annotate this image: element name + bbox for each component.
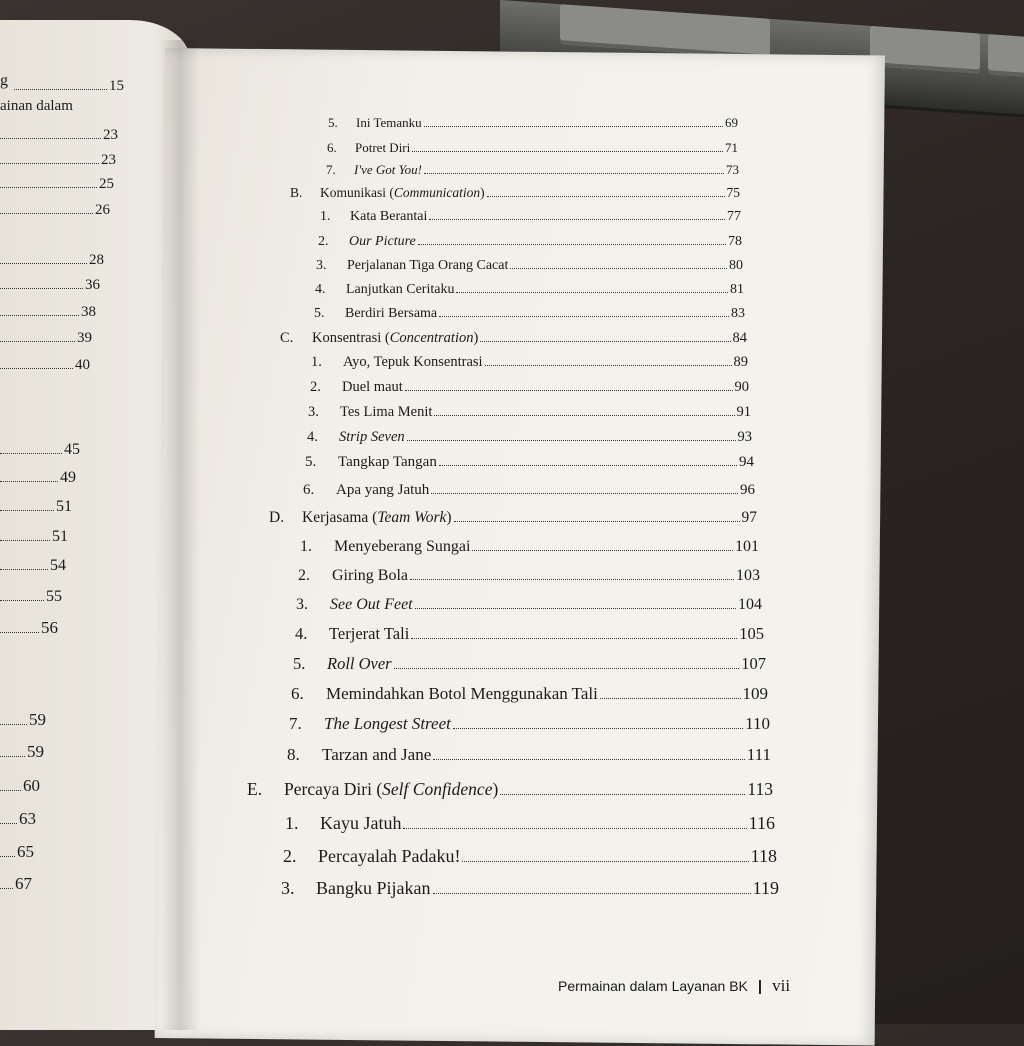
toc-dot-leader — [412, 141, 723, 152]
toc-entry-page: 119 — [752, 878, 779, 898]
toc-entry-number: C. — [280, 330, 294, 346]
left-dot-leader — [0, 304, 79, 316]
toc-entry-number: 8. — [287, 745, 300, 764]
toc-dot-leader — [424, 163, 724, 174]
toc-entry — [326, 162, 739, 178]
toc-entry-title: Giring Bola — [332, 567, 408, 584]
left-page-entry — [0, 252, 104, 269]
toc-entry — [287, 745, 771, 765]
left-dot-leader — [0, 441, 62, 454]
footer-book-title: Permainan dalam Layanan BK — [558, 978, 748, 994]
toc-entry-title: Lanjutkan Ceritaku — [346, 281, 455, 297]
toc-entry-page: 118 — [750, 846, 777, 866]
toc-entry-number: 4. — [315, 281, 326, 297]
toc-dot-leader — [418, 233, 726, 245]
left-page-entry — [0, 469, 76, 487]
toc-entry — [300, 538, 759, 556]
toc-entry-number: 1. — [320, 208, 331, 224]
toc-entry-page: 83 — [731, 305, 745, 321]
toc-entry-title-prefix: Percaya Diri ( — [284, 779, 383, 799]
toc-entry-number: 1. — [300, 538, 312, 555]
toc-entry-title: Apa yang Jatuh — [336, 482, 430, 499]
left-page-entry — [0, 842, 34, 862]
toc-entry — [247, 779, 773, 800]
toc-dot-leader — [410, 567, 734, 580]
toc-entry-page: 80 — [729, 257, 743, 273]
toc-entry — [295, 624, 764, 644]
left-page-number: 51 — [52, 528, 68, 545]
toc-entry-page: 103 — [736, 567, 760, 584]
toc-dot-leader — [433, 746, 745, 760]
toc-entry-page: 107 — [741, 654, 766, 673]
toc-entry-page: 91 — [736, 404, 751, 420]
left-dot-leader — [0, 176, 97, 188]
toc-entry-number: 5. — [328, 115, 338, 130]
left-page-number: 28 — [89, 252, 104, 269]
toc-dot-leader — [433, 880, 751, 895]
left-page-number: 67 — [15, 874, 32, 893]
toc-entry-title: Menyeberang Sungai — [334, 538, 471, 555]
toc-dot-leader — [600, 685, 741, 699]
left-dot-leader — [0, 152, 99, 164]
toc-entry-number: 2. — [298, 567, 310, 584]
toc-entry-title: Terjerat Tali — [329, 624, 410, 643]
toc-entry — [311, 354, 748, 371]
toc-entry — [328, 115, 738, 131]
left-page-entry — [0, 441, 80, 459]
keyboard-key — [988, 34, 1024, 78]
toc-entry-number: 1. — [285, 813, 299, 833]
toc-entry — [298, 567, 760, 585]
toc-dot-leader — [510, 257, 727, 269]
toc-dot-leader — [424, 116, 723, 127]
left-page-number: 38 — [81, 304, 96, 321]
toc-entry-title — [284, 779, 498, 800]
left-page-number: 25 — [99, 176, 114, 193]
left-page-entry — [0, 176, 114, 193]
left-page-entry — [0, 357, 90, 374]
toc-entry-number: D. — [269, 509, 285, 526]
left-dot-leader — [0, 743, 25, 757]
toc-entry-title: See Out Feet — [330, 596, 413, 613]
toc-entry — [293, 654, 766, 674]
left-page-entry — [0, 498, 72, 516]
left-page-entry — [0, 710, 46, 730]
toc-entry-number: 4. — [307, 429, 318, 445]
toc-entry-number: 3. — [296, 596, 308, 613]
left-page-entry — [0, 528, 68, 546]
toc-dot-leader — [439, 305, 729, 317]
toc-entry-title: Our Picture — [349, 233, 416, 249]
left-page-number: 15 — [109, 78, 124, 95]
toc-entry-page: 77 — [727, 208, 741, 224]
toc-entry-title-english: Self Confidence — [382, 779, 493, 799]
toc-entry-number: 2. — [318, 233, 329, 249]
toc-dot-leader — [407, 429, 736, 441]
toc-entry-title-suffix: ) — [446, 509, 452, 526]
toc-entry-number: 4. — [295, 624, 308, 643]
toc-dot-leader — [431, 482, 738, 494]
toc-dot-leader — [434, 404, 734, 416]
toc-entry — [285, 813, 775, 834]
toc-entry — [316, 257, 743, 274]
left-page-number: 49 — [60, 469, 76, 486]
toc-dot-leader — [472, 538, 733, 551]
left-dot-leader — [0, 588, 44, 601]
toc-entry-page: 90 — [734, 379, 749, 395]
toc-entry-page: 96 — [740, 482, 755, 499]
toc-entry — [308, 404, 751, 421]
toc-entry-title-english: Team Work — [377, 509, 447, 526]
toc-entry-number: 3. — [281, 878, 295, 898]
toc-entry — [314, 305, 745, 322]
toc-entry-page: 71 — [725, 140, 738, 155]
left-dot-leader — [0, 330, 75, 342]
toc-entry-page: 101 — [735, 538, 759, 555]
toc-entry — [280, 330, 747, 347]
left-dot-leader — [0, 843, 15, 857]
toc-entry — [318, 233, 742, 250]
toc-entry — [327, 140, 738, 156]
toc-entry-page: 105 — [739, 624, 764, 643]
toc-entry-title: Kayu Jatuh — [320, 813, 402, 833]
page-footer — [558, 976, 790, 996]
left-page-text: g — [0, 72, 8, 89]
toc-entry-number: 3. — [308, 404, 319, 420]
left-page-entry — [0, 742, 44, 762]
toc-entry-page: 89 — [733, 354, 748, 370]
toc-dot-leader — [411, 626, 737, 639]
toc-entry — [289, 714, 770, 734]
footer-separator: | — [757, 978, 763, 995]
left-dot-leader — [0, 528, 50, 541]
toc-entry-title — [302, 509, 452, 527]
toc-entry-number: 3. — [316, 257, 327, 273]
left-page-number: 51 — [56, 498, 72, 515]
left-page-entry — [0, 776, 40, 796]
toc-entry-title: Bangku Pijakan — [316, 878, 431, 898]
left-dot-leader — [0, 557, 48, 570]
left-page-number: 23 — [103, 127, 118, 144]
left-page-entry — [0, 618, 58, 638]
toc-entry-title: Ayo, Tepuk Konsentrasi — [343, 354, 483, 370]
left-page-entry — [0, 304, 96, 321]
toc-entry-title-suffix: ) — [492, 779, 499, 799]
toc-entry-number: 5. — [293, 654, 306, 673]
toc-entry — [269, 509, 757, 527]
toc-dot-leader — [462, 848, 748, 863]
left-page-number: 36 — [85, 277, 100, 294]
toc-entry-number: 1. — [311, 354, 322, 370]
toc-entry-title: Potret Diri — [355, 140, 411, 155]
left-page-number: 56 — [41, 618, 58, 637]
toc-entry-page: 73 — [726, 162, 739, 177]
left-dot-leader — [0, 202, 93, 214]
toc-entry — [291, 684, 768, 704]
toc-entry-title: Duel maut — [342, 379, 403, 395]
toc-entry-number: 5. — [305, 454, 317, 471]
left-dot-leader — [0, 711, 27, 725]
toc-entry-number: 6. — [291, 684, 304, 703]
keyboard-key — [560, 4, 770, 59]
toc-entry-number: E. — [247, 779, 263, 799]
left-page-entry — [0, 202, 110, 219]
toc-entry-title: Perjalanan Tiga Orang Cacat — [347, 257, 509, 273]
toc-entry — [320, 208, 741, 225]
toc-dot-leader — [415, 596, 736, 609]
left-dot-leader — [0, 875, 13, 889]
toc-entry-title-prefix: Kerjasama ( — [302, 509, 378, 526]
toc-entry-page: 116 — [748, 813, 775, 833]
toc-dot-leader — [485, 354, 732, 366]
toc-dot-leader — [429, 208, 725, 220]
toc-entry-number: 6. — [303, 482, 315, 499]
left-page-number: 59 — [27, 742, 44, 761]
toc-entry-page: 75 — [726, 185, 740, 200]
toc-entry-page: 69 — [725, 115, 738, 130]
left-page-entry — [0, 330, 92, 347]
toc-entry-number: 6. — [327, 140, 337, 155]
toc-entry-number: B. — [290, 185, 303, 200]
toc-entry — [307, 429, 752, 446]
toc-dot-leader — [394, 656, 740, 669]
toc-dot-leader — [403, 815, 746, 830]
toc-entry-title: I've Got You! — [354, 162, 423, 177]
left-page-entry — [0, 588, 62, 606]
toc-entry — [305, 454, 754, 471]
toc-entry-number: 7. — [289, 714, 302, 733]
left-page-entry — [0, 557, 66, 575]
toc-entry-number: 7. — [326, 162, 336, 177]
toc-entry-title: Strip Seven — [339, 429, 405, 445]
toc-dot-leader — [456, 281, 728, 293]
toc-entry-page: 111 — [746, 745, 771, 764]
toc-entry — [281, 878, 779, 899]
toc-entry-title-prefix: Konsentrasi ( — [312, 330, 390, 346]
left-page-entry — [0, 152, 116, 169]
toc-dot-leader — [500, 781, 745, 795]
toc-entry-title-english: Concentration — [389, 330, 474, 346]
left-page-number: 45 — [64, 441, 80, 458]
toc-dot-leader — [487, 186, 725, 197]
toc-entry-title-prefix: Komunikasi ( — [320, 185, 394, 200]
toc-entry-page: 109 — [742, 684, 768, 703]
left-page-number: 59 — [29, 710, 46, 729]
left-dot-leader — [0, 252, 87, 264]
left-dot-leader — [0, 469, 58, 482]
left-page-text: ainan dalam — [0, 98, 73, 114]
footer-page-number: vii — [772, 976, 791, 995]
toc-dot-leader — [454, 509, 740, 522]
left-dot-leader — [0, 277, 83, 289]
toc-entry-title-suffix: ) — [480, 185, 485, 200]
toc-entry-title — [312, 330, 478, 347]
left-dot-leader — [14, 78, 107, 90]
left-page-number: 55 — [46, 588, 62, 605]
toc-entry-title: Roll Over — [327, 654, 392, 673]
keyboard-key — [870, 26, 980, 74]
left-page-entry — [0, 277, 100, 294]
toc-entry-title — [320, 185, 485, 201]
left-dot-leader — [0, 619, 39, 633]
toc-dot-leader — [480, 330, 730, 342]
left-page-number: 39 — [77, 330, 92, 347]
left-page-entry — [0, 127, 118, 144]
left-page-number: 63 — [19, 809, 36, 828]
toc-entry-page: 81 — [730, 281, 744, 297]
left-dot-leader — [0, 127, 101, 139]
toc-entry — [315, 281, 744, 298]
toc-entry — [296, 596, 762, 614]
left-page-number: 23 — [101, 152, 116, 169]
toc-entry-number: 2. — [310, 379, 321, 395]
toc-entry-number: 5. — [314, 305, 325, 321]
toc-entry-page: 104 — [738, 596, 762, 613]
toc-dot-leader — [439, 454, 737, 466]
left-dot-leader — [0, 357, 73, 369]
left-page-entry — [0, 874, 32, 894]
toc-entry-title: Memindahkan Botol Menggunakan Tali — [326, 684, 598, 703]
toc-entry — [283, 846, 777, 867]
toc-entry-title-suffix: ) — [473, 330, 479, 346]
left-dot-leader — [0, 810, 17, 824]
toc-dot-leader — [453, 715, 743, 729]
toc-entry-title: Tangkap Tangan — [338, 454, 437, 471]
toc-entry-number: 2. — [283, 846, 297, 866]
toc-entry-page: 78 — [728, 233, 742, 249]
toc-entry — [290, 185, 740, 201]
left-page-entry — [14, 78, 124, 95]
left-page-number: 60 — [23, 776, 40, 795]
toc-entry-title: Kata Berantai — [350, 208, 428, 224]
left-page-number: 65 — [17, 842, 34, 861]
toc-entry-page: 84 — [732, 330, 747, 346]
toc-entry-page: 110 — [745, 714, 770, 733]
toc-dot-leader — [405, 379, 733, 391]
left-page-number: 40 — [75, 357, 90, 374]
toc-entry-title-english: Communication — [393, 185, 481, 200]
left-page-number: 26 — [95, 202, 110, 219]
toc-entry-page: 93 — [737, 429, 752, 445]
toc-entry-page: 113 — [747, 779, 773, 799]
left-dot-leader — [0, 777, 21, 791]
toc-entry-title: Berdiri Bersama — [345, 305, 438, 321]
book-gutter — [160, 40, 200, 1030]
toc-entry — [303, 482, 755, 499]
toc-entry-page: 94 — [739, 454, 754, 471]
toc-entry-title: Tes Lima Menit — [340, 404, 433, 420]
left-page-entry — [0, 809, 36, 829]
left-dot-leader — [0, 498, 54, 511]
toc-entry-title: Percayalah Padaku! — [318, 846, 461, 866]
toc-entry — [310, 379, 749, 396]
toc-entry-title: Ini Temanku — [356, 115, 422, 130]
toc-entry-title: The Longest Street — [324, 714, 451, 733]
toc-entry-title: Tarzan and Jane — [322, 745, 432, 764]
left-page-number: 54 — [50, 557, 66, 574]
toc-entry-page: 97 — [741, 509, 757, 526]
